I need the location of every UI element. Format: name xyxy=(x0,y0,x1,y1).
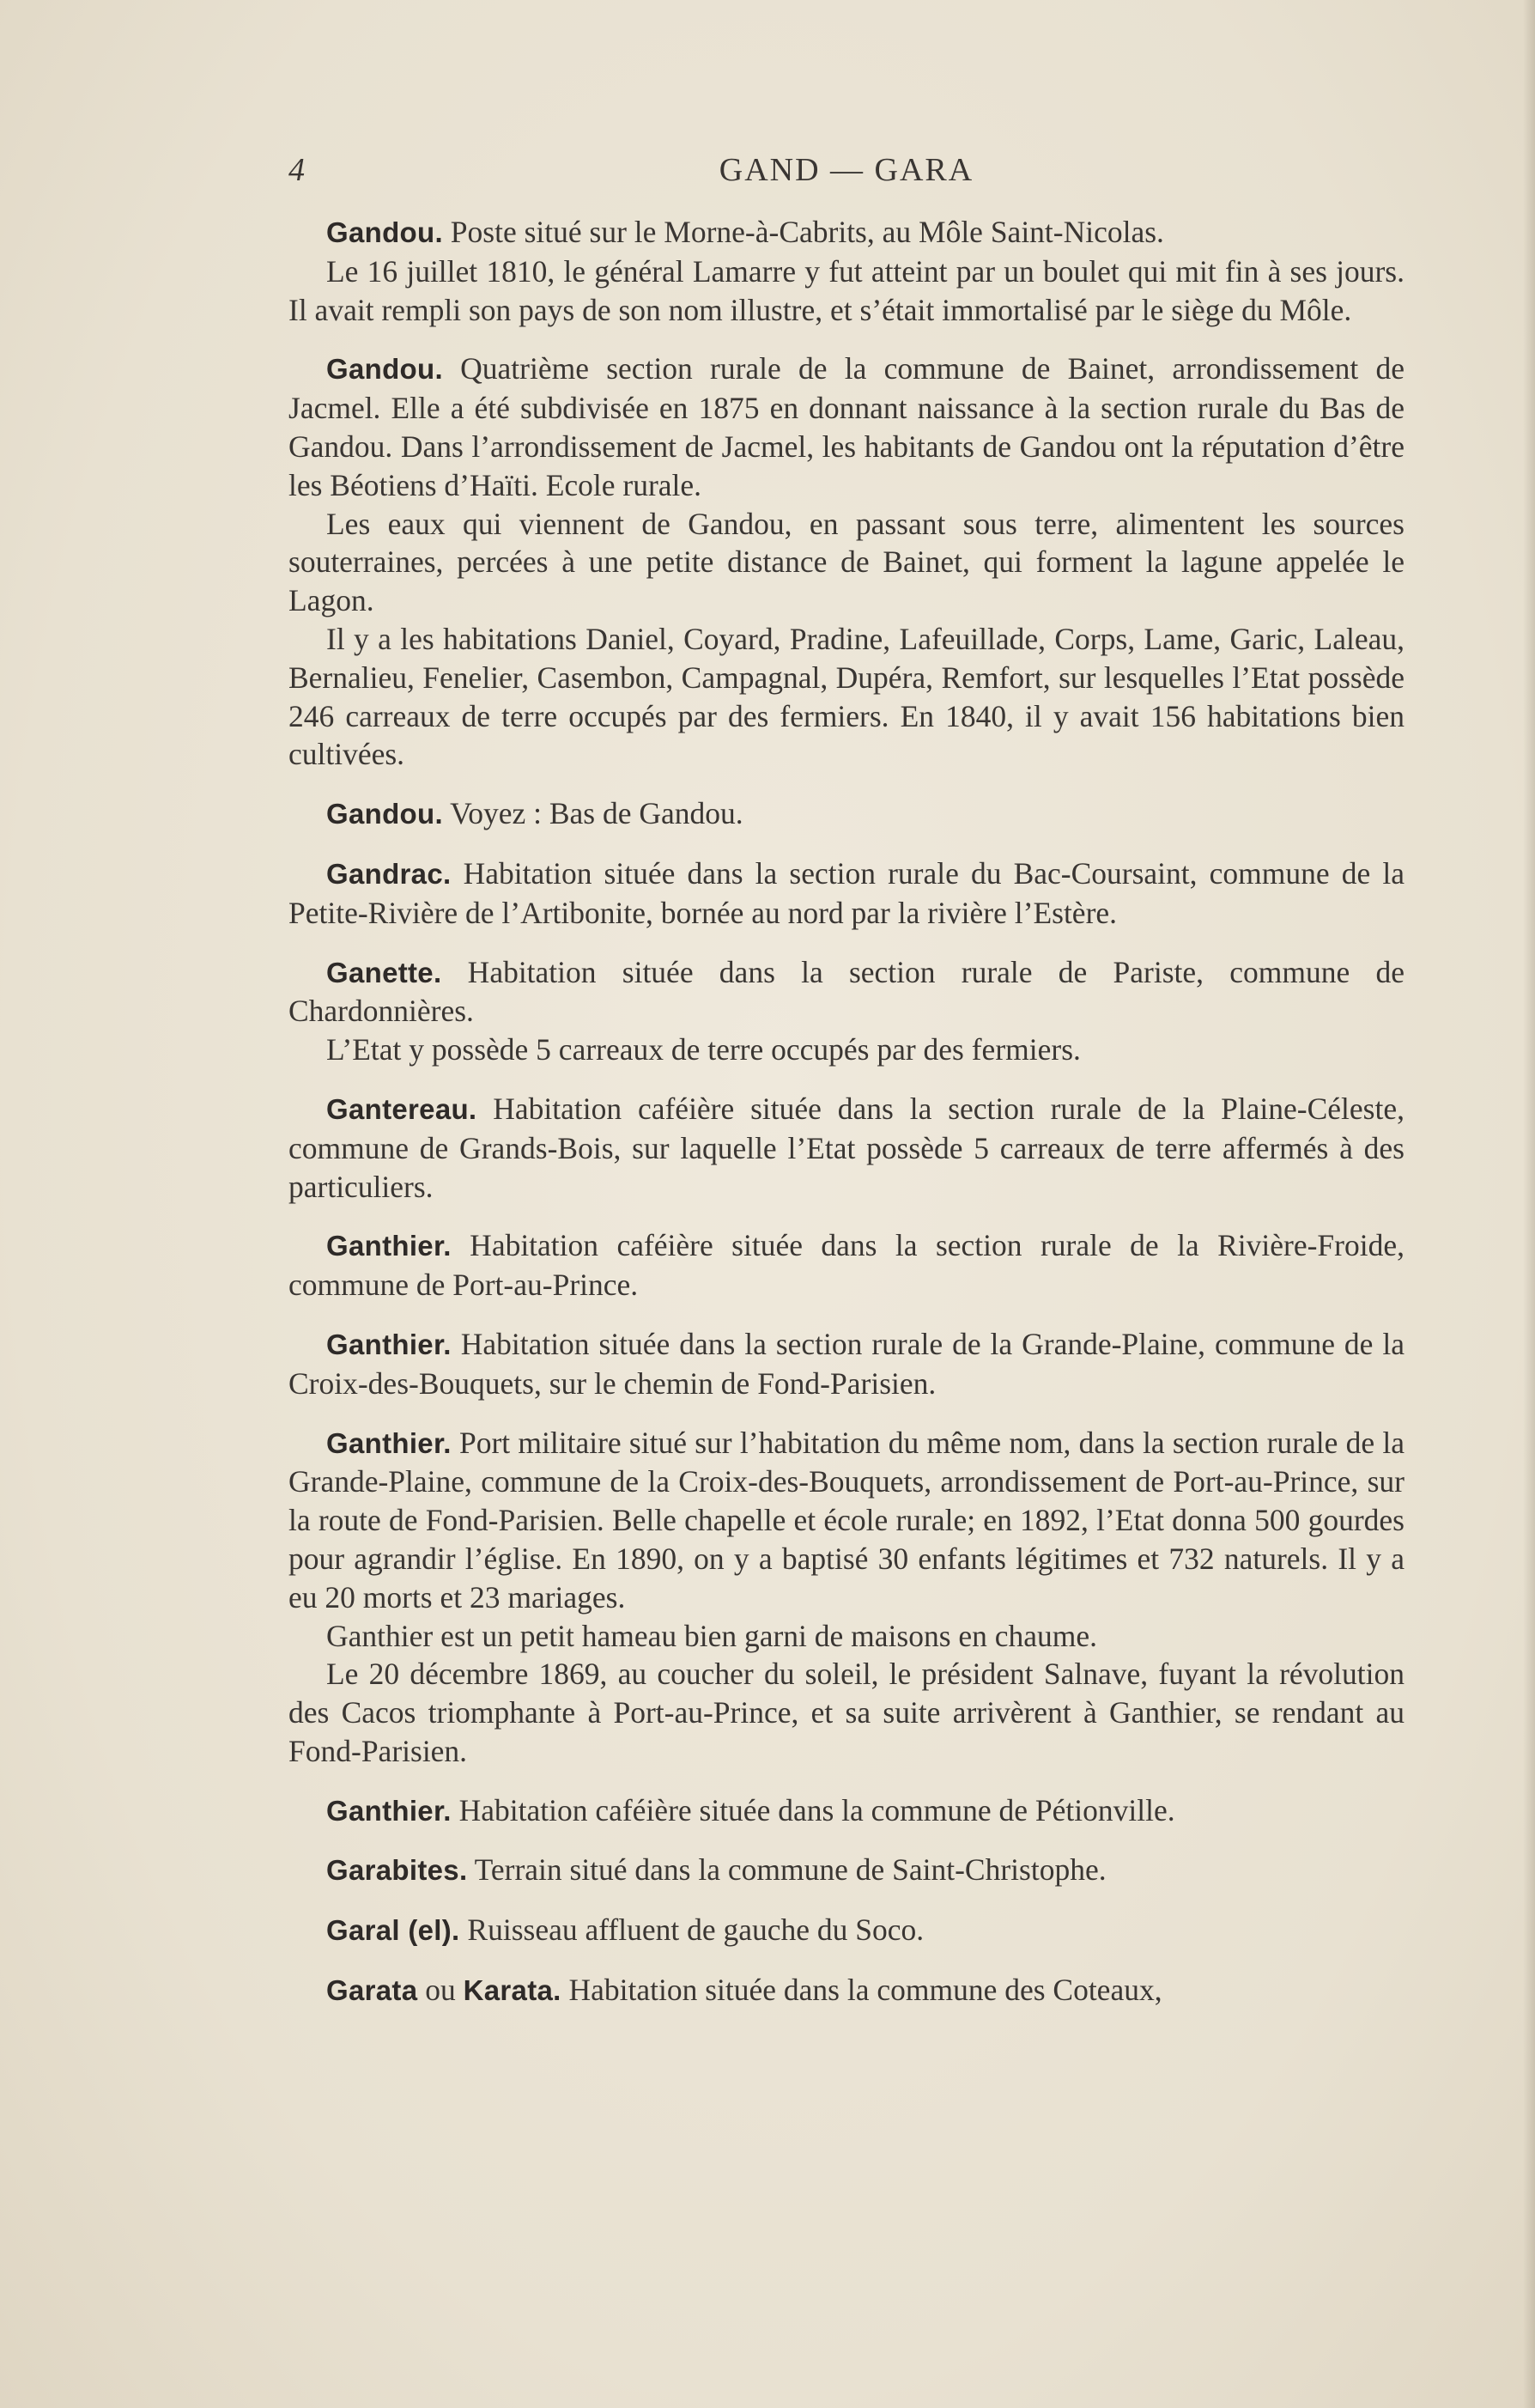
entry-paragraph xyxy=(288,350,1405,504)
headword: Ganthier. xyxy=(326,1230,452,1262)
headword: Gandrac. xyxy=(326,857,452,890)
entry-garal xyxy=(288,1911,1405,1950)
running-head: GAND — GARA xyxy=(719,152,974,188)
definition-text: Ruisseau affluent de gauche du Soco. xyxy=(459,1912,925,1948)
entry-gantereau xyxy=(288,1090,1405,1206)
headword: Garata xyxy=(326,1974,418,2007)
headword: Ganthier. xyxy=(326,1328,452,1360)
definition-text: Quatrième section rurale de la commune de Bainet, arrondissement de Jacmel. Elle a été subdivisée en 1875 en donnant naissance à la section rurale du Bas de Gandou. Dans l’arrondissement de Jacmel, les habitants de Gandou ont la réputation d’être les Béotiens d’Haïti. Ecole rurale. xyxy=(288,351,1405,502)
entry-paragraph xyxy=(288,1090,1405,1206)
definition-text: Voyez : Bas de Gandou. xyxy=(442,796,743,831)
headword-connector: ou xyxy=(417,1973,464,2008)
entry-paragraph: Les eaux qui viennent de Gandou, en passant sous terre, alimentent les sources souterraines, percées à une petite distance de Bainet, qui forment la lagune appelée le Lagon. xyxy=(288,506,1405,618)
definition-text: Habitation caféière située dans la commune de Pétionville. xyxy=(451,1792,1175,1827)
entry-paragraph xyxy=(288,1971,1405,2010)
definition-text: Habitation située dans la section rurale du Bac-Coursaint, commune de la Petite-Rivière de l’Artibonite, bornée au nord par la rivière l’Estère. xyxy=(288,855,1405,930)
headword: Ganthier. xyxy=(326,1794,452,1827)
entry-paragraph xyxy=(288,1424,1405,1617)
entry-gandou-2 xyxy=(288,350,1405,774)
entry-ganette xyxy=(288,953,1405,1069)
headword: Garabites. xyxy=(326,1854,468,1887)
headword: Gantereau. xyxy=(326,1092,477,1125)
headword: Gandou. xyxy=(326,353,443,386)
entry-ganthier-3 xyxy=(288,1424,1405,1771)
page-edge-shadow xyxy=(1523,0,1535,2408)
entry-paragraph xyxy=(288,213,1405,252)
headword: Ganette. xyxy=(326,956,442,988)
definition-text: Habitation caféière située dans la section rurale de la Rivière-Froide, commune de Port-au-Prince. xyxy=(288,1228,1405,1303)
headword-variant: Karata. xyxy=(463,1974,561,2007)
entry-gandrac xyxy=(288,854,1405,933)
entry-gandou-3 xyxy=(288,794,1405,834)
entry-paragraph: Ganthier est un petit hameau bien garni de maisons en chaume. xyxy=(326,1618,1098,1653)
headword: Gandou. xyxy=(326,216,443,248)
entry-ganthier-4 xyxy=(288,1791,1405,1831)
definition-text: Habitation située dans la commune des Coteaux, xyxy=(561,1973,1162,2008)
entry-paragraph: L’Etat y possède 5 carreaux de terre occupés par des fermiers. xyxy=(326,1032,1081,1067)
entry-garata xyxy=(288,1971,1405,2010)
entry-ganthier-2 xyxy=(288,1325,1405,1403)
dictionary-body xyxy=(288,213,1405,2031)
entry-paragraph xyxy=(288,794,1405,834)
definition-text: Poste situé sur le Morne-à-Cabrits, au Môle Saint-Nicolas. xyxy=(442,215,1164,249)
definition-text: Port militaire situé sur l’habitation du même nom, dans la section rurale de la Grande-Plaine, commune de la Croix-des-Bouquets, arrondissement de Port-au-Prince, sur la route de Fond-Parisien. Belle chapelle et école rurale; en 1892, l’Etat donna 500 gourdes pour agrandir l’église. En 1890, on y a baptisé 30 enfants légitimes et 732 naturels. Il y a eu 20 morts et 23 mariages. xyxy=(288,1425,1405,1614)
definition-text: Habitation située dans la section rurale de la Grande-Plaine, commune de la Croix-des-Bouquets, sur le chemin de Fond-Parisien. xyxy=(288,1326,1405,1401)
definition-text: Habitation caféière située dans la section rurale de la Plaine-Céleste, commune de Grands-Bois, sur laquelle l’Etat possède 5 carreaux de terre affermés à des particuliers. xyxy=(288,1091,1405,1204)
entry-paragraph: Il y a les habitations Daniel, Coyard, Pradine, Lafeuillade, Corps, Lame, Garic, Laleau, Bernalieu, Fenelier, Casembon, Campagnal, Dupéra, Remfort, sur lesquelles l’Etat possède 246 carreaux de terre occupés par des fermiers. En 1840, il y avait 156 habitations bien cultivées. xyxy=(288,621,1405,772)
entry-paragraph xyxy=(288,1226,1405,1304)
page-number: 4 xyxy=(288,152,306,188)
entry-gandou-1 xyxy=(288,213,1405,329)
definition-text: Habitation située dans la section rurale de Pariste, commune de Chardonnières. xyxy=(288,954,1405,1029)
entry-garabites xyxy=(288,1851,1405,1890)
definition-text: Terrain situé dans la commune de Saint-Christophe. xyxy=(467,1852,1107,1888)
entry-paragraph xyxy=(288,953,1405,1031)
headword: Garal (el). xyxy=(326,1914,460,1947)
entry-paragraph xyxy=(288,1325,1405,1403)
entry-paragraph xyxy=(288,1851,1405,1890)
headword: Gandou. xyxy=(326,798,443,830)
headword: Ganthier. xyxy=(326,1426,452,1459)
entry-paragraph xyxy=(288,854,1405,933)
entry-paragraph xyxy=(288,1791,1405,1831)
entry-paragraph: Le 20 décembre 1869, au coucher du soleil, le président Salnave, fuyant la révolution des Cacos triomphante à Port-au-Prince, et sa suite arrivèrent à Ganthier, se rendant au Fond-Parisien. xyxy=(288,1657,1405,1768)
entry-ganthier-1 xyxy=(288,1226,1405,1304)
page-header xyxy=(288,151,1405,203)
entry-paragraph: Le 16 juillet 1810, le général Lamarre y fut atteint par un boulet qui mit fin à ses jours. Il avait rempli son pays de son nom illustre, et s’était immortalisé par le siège du Môle. xyxy=(288,253,1405,327)
entry-paragraph xyxy=(288,1911,1405,1950)
